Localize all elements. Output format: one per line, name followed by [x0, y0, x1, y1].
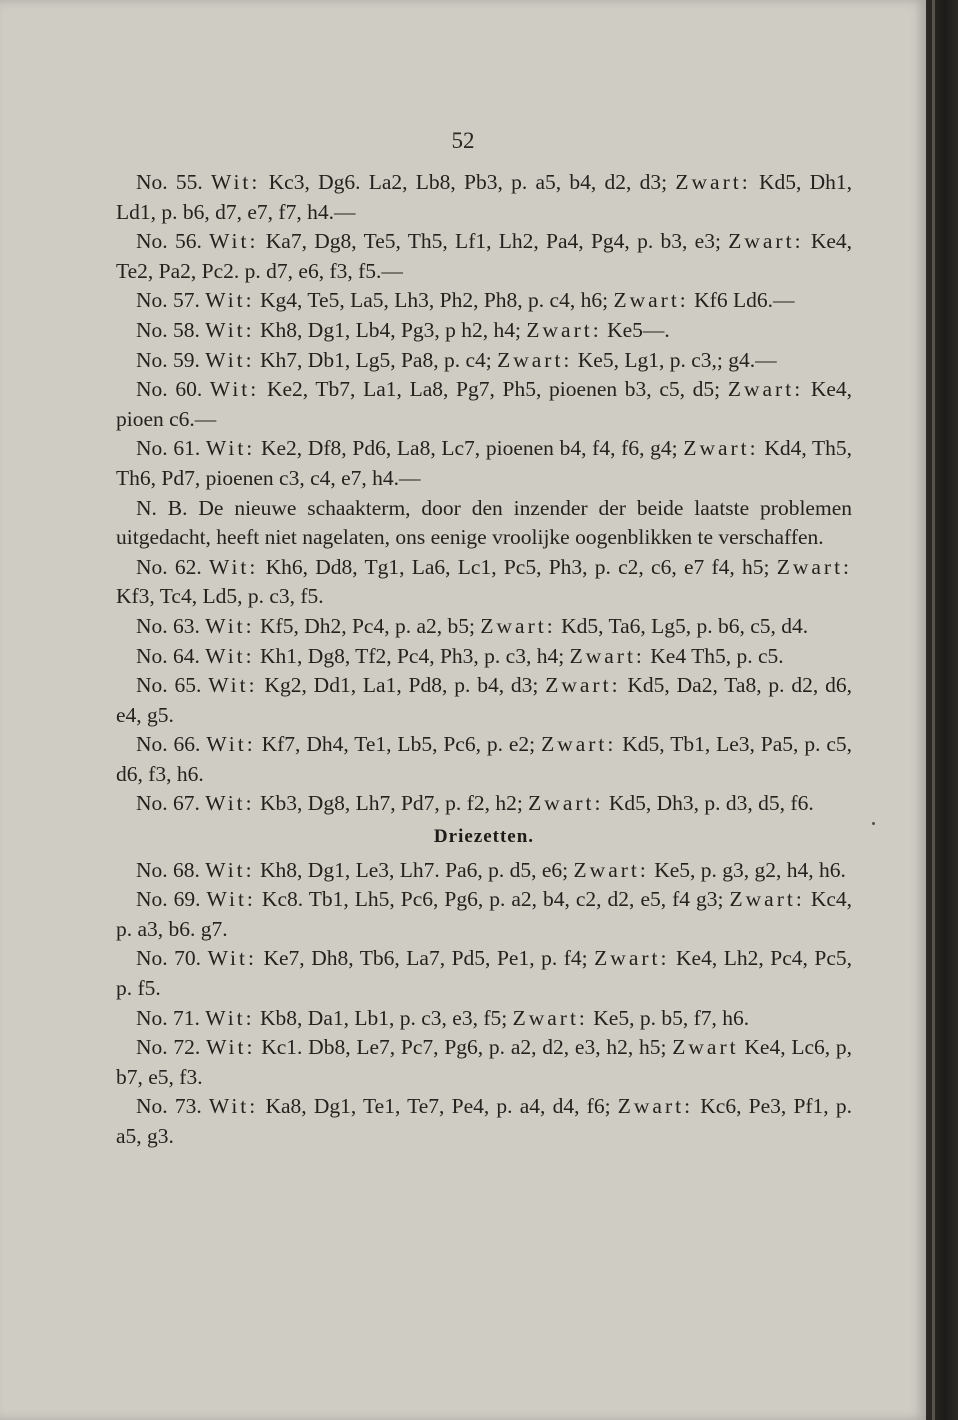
black-pieces: Ke4, pioen c6.— [116, 377, 853, 431]
black-label: Zwart: [569, 643, 645, 668]
black-label: Zwart: [573, 857, 649, 882]
white-label: Wit: [208, 673, 258, 698]
problem-entry [116, 789, 852, 819]
problem-number: No. 71. [136, 1005, 200, 1030]
black-label: Zwart: [613, 288, 689, 313]
problem-entry [116, 434, 852, 493]
page-text [116, 168, 852, 1152]
problem-entry [116, 671, 852, 730]
black-pieces: Kd5, Da2, Ta8, p. d2, d6, e4, g5. [116, 673, 852, 727]
problem-number: No. 68. [136, 857, 200, 882]
black-pieces: Kc4, p. a3, b6. g7. [116, 887, 853, 941]
problem-number: No. 69. [136, 887, 201, 912]
problem-entry [116, 375, 852, 434]
black-label: Zwart: [675, 170, 751, 194]
black-label: Zwart: [528, 791, 604, 816]
white-pieces: Kc8. Tb1, Lh5, Pc6, Pg6, p. a2, b4, c2, d2, e5, f4 g3; [261, 887, 724, 912]
black-label: Zwart: [480, 613, 556, 638]
white-label: Wit: [206, 1035, 256, 1060]
problem-entry [116, 944, 852, 1003]
black-pieces: Kf3, Tc4, Ld5, p. c3, f5. [116, 584, 324, 609]
white-pieces: Kh7, Db1, Lg5, Pa8, p. c4; [260, 347, 492, 372]
black-label: Zwart: [617, 1094, 694, 1119]
black-label: Zwart [672, 1035, 739, 1060]
white-label: Wit: [205, 1005, 255, 1030]
problem-number: No. 57. [136, 288, 200, 313]
white-label: Wit: [205, 436, 256, 461]
problem-number: No. 70. [136, 946, 202, 971]
white-label: Wit: [205, 288, 255, 313]
black-label: Zwart: [545, 673, 621, 698]
problem-number: No. 66. [136, 732, 201, 757]
black-pieces: Ke4, Lh2, Pc4, Pc5, p. f5. [116, 946, 853, 1001]
black-pieces: Kd5, Dh3, p. d3, d5, f6. [608, 791, 814, 816]
black-label: Zwart: [776, 554, 853, 579]
problem-entry [116, 553, 852, 612]
problem-entry [116, 1004, 852, 1034]
problem-entry [116, 856, 852, 886]
problem-number: No. 65. [136, 673, 202, 698]
problem-number: No. 62. [136, 554, 202, 579]
white-label: Wit: [209, 377, 260, 402]
problem-number: No. 64. [136, 643, 200, 668]
problems-three-move [116, 856, 852, 1152]
white-pieces: Kc1. Db8, Le7, Pc7, Pg6, p. a2, d2, e3, h2, h5; [261, 1035, 667, 1060]
note-label: N. B. [136, 495, 188, 520]
black-label: Zwart: [728, 229, 804, 254]
problem-number: No. 55. [136, 170, 203, 194]
problem-entry [116, 168, 852, 227]
white-pieces: Ke7, Dh8, Tb6, La7, Pd5, Pe1, p. f4; [263, 946, 588, 971]
white-label: Wit: [207, 946, 257, 971]
white-pieces: Kg4, Te5, La5, Lh3, Ph2, Ph8, p. c4, h6; [260, 288, 609, 313]
white-pieces: Kf5, Dh2, Pc4, p. a2, b5; [260, 613, 475, 638]
white-pieces: Kf7, Dh4, Te1, Lb5, Pc6, p. e2; [261, 732, 536, 757]
white-label: Wit: [209, 554, 259, 579]
problem-entry [116, 227, 852, 286]
black-pieces: Ke5, p. b5, f7, h6. [593, 1005, 750, 1030]
black-label: Zwart: [512, 1005, 588, 1030]
section-heading: Driezetten. [433, 826, 535, 848]
black-label: Zwart: [729, 887, 805, 912]
note-text: De nieuwe schaakterm, door den inzender der beide laatste problemen uitgedacht, heeft niet nagelaten, ons eenige vroolijke oogenblikken te verschaffen. [116, 495, 852, 550]
white-label: Wit: [205, 791, 255, 816]
black-pieces: Ke4, Te2, Pa2, Pc2. p. d7, e6, f3, f5.— [116, 229, 853, 283]
black-pieces: Kd5, Tb1, Le3, Pa5, p. c5, d6, f3, h6. [116, 732, 853, 786]
black-pieces: Ke5—. [607, 317, 670, 342]
white-label: Wit: [205, 643, 255, 668]
problem-number: No. 56. [136, 229, 202, 254]
black-pieces: Ke5, Lg1, p. c3,; g4.— [577, 347, 777, 372]
white-label: Wit: [205, 857, 255, 882]
black-pieces: Kd5, Ta6, Lg5, p. b6, c5, d4. [561, 613, 809, 638]
white-pieces: Kb3, Dg8, Lh7, Pd7, p. f2, h2; [260, 791, 523, 816]
black-label: Zwart: [594, 946, 670, 971]
white-pieces: Kc3, Dg6. La2, Lb8, Pb3, p. a5, b4, d2, d3; [268, 170, 668, 194]
problem-number: No. 73. [136, 1094, 202, 1119]
black-label: Zwart: [727, 377, 804, 402]
white-pieces: Ka7, Dg8, Te5, Th5, Lf1, Lh2, Pa4, Pg4, p. b3, e3; [265, 229, 721, 254]
white-label: Wit: [205, 347, 255, 372]
white-pieces: Kh6, Dd8, Tg1, La6, Lc1, Pc5, Ph3, p. c2, c6, e7 f4, h5; [265, 554, 770, 579]
problem-number: No. 60. [136, 377, 203, 402]
white-label: Wit: [208, 1094, 259, 1119]
problems-two-move-a [116, 168, 852, 494]
white-pieces: Ke2, Df8, Pd6, La8, Lc7, pioenen b4, f4, f6, g4; [260, 436, 678, 461]
white-pieces: Kh1, Dg8, Tf2, Pc4, Ph3, p. c3, h4; [260, 643, 565, 668]
white-label: Wit: [205, 613, 255, 638]
black-pieces: Kc6, Pe3, Pf1, p. a5, g3. [116, 1094, 852, 1148]
problem-number: No. 72. [136, 1035, 201, 1060]
white-pieces: Kb8, Da1, Lb1, p. c3, e3, f5; [260, 1005, 508, 1030]
black-label: Zwart: [683, 436, 759, 461]
white-label: Wit: [205, 317, 255, 342]
black-label: Zwart: [526, 317, 602, 342]
problem-entry [116, 612, 852, 642]
black-pieces: Kd4, Th5, Th6, Pd7, pioenen c3, c4, e7, h4.— [116, 436, 853, 490]
problem-entry [116, 885, 852, 944]
problem-number: No. 63. [136, 613, 200, 638]
white-label: Wit: [211, 170, 261, 194]
white-label: Wit: [209, 229, 259, 254]
white-pieces: Ke2, Tb7, La1, La8, Pg7, Ph5, pioenen b3, c5, d5; [266, 377, 721, 402]
white-pieces: Kh8, Dg1, Lb4, Pg3, p h2, h4; [260, 317, 522, 342]
black-pieces: Ke5, p. g3, g2, h4, h6. [654, 857, 846, 882]
problem-entry [116, 286, 852, 316]
problem-number: No. 59. [136, 347, 200, 372]
black-pieces: Ke4 Th5, p. c5. [650, 643, 784, 668]
problem-entry [116, 642, 852, 672]
black-pieces: Kf6 Ld6.— [694, 288, 795, 313]
black-pieces: Ke4, Lc6, p, b7, e5, f3. [116, 1035, 853, 1089]
black-pieces: Kd5, Dh1, Ld1, p. b6, d7, e7, f7, h4.— [116, 170, 852, 224]
white-label: Wit: [206, 732, 256, 757]
problem-entry [116, 1092, 852, 1151]
black-label: Zwart: [541, 732, 617, 757]
problem-entry [116, 346, 852, 376]
problem-entry [116, 316, 852, 346]
white-label: Wit: [206, 887, 256, 912]
problem-number: No. 67. [136, 791, 200, 816]
page-edge-shadow [926, 0, 958, 1420]
problem-number: No. 61. [136, 436, 201, 461]
problems-two-move-b [116, 553, 852, 819]
white-pieces: Kg2, Dd1, La1, Pd8, p. b4, d3; [264, 673, 539, 698]
problem-entry [116, 730, 852, 789]
problem-number: No. 58. [136, 317, 200, 342]
white-pieces: Ka8, Dg1, Te1, Te7, Pe4, p. a4, d4, f6; [265, 1094, 611, 1119]
white-pieces: Kh8, Dg1, Le3, Lh7. Pa6, p. d5, e6; [260, 857, 569, 882]
note-paragraph [116, 494, 852, 553]
black-label: Zwart: [497, 347, 573, 372]
speck [872, 822, 875, 825]
problem-entry [116, 1033, 852, 1092]
page-number: 52 [451, 128, 475, 153]
